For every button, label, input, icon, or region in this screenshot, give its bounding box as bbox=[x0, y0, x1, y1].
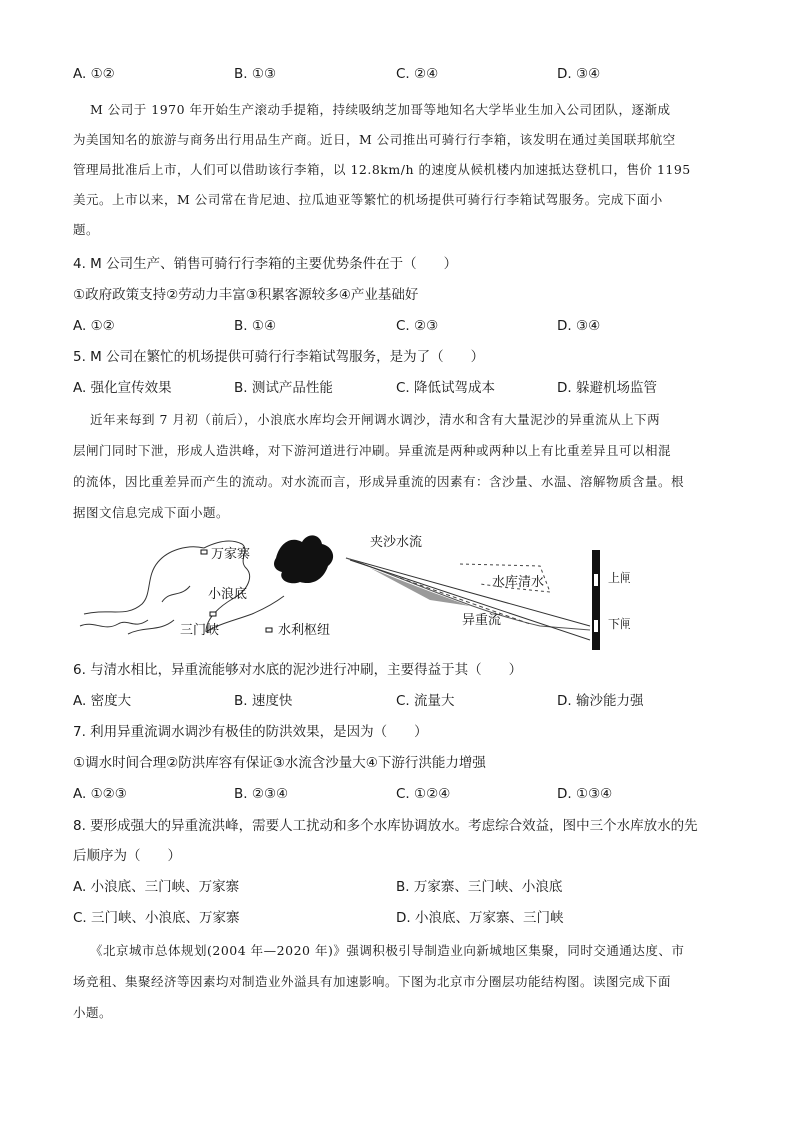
figure bbox=[70, 528, 630, 654]
q7-items: ①调水时间合理②防洪库容有保证③水流含沙量大④下游行洪能力增强 bbox=[73, 755, 486, 771]
q6-option-a[interactable]: A. 密度大 bbox=[73, 693, 132, 709]
q3-option-d[interactable]: D. ③④ bbox=[557, 66, 601, 82]
section-diagram bbox=[346, 550, 600, 650]
river-line bbox=[128, 620, 174, 634]
q7-option-b[interactable]: B. ②③④ bbox=[234, 786, 289, 802]
passage1-line: 为美国知名的旅游与商务出行用品生产商。近日，M 公司推出可骑行行李箱，该发明在通过美国联邦航空 bbox=[73, 132, 676, 147]
q4-option-b[interactable]: B. ①④ bbox=[234, 318, 277, 334]
q8-options-row2 bbox=[73, 908, 733, 928]
river-map bbox=[80, 541, 284, 634]
q6-options bbox=[73, 691, 733, 711]
upper-gate-opening bbox=[594, 574, 598, 586]
river-line bbox=[162, 586, 190, 602]
lower-gate-opening bbox=[594, 620, 598, 632]
passage1-line: 管理局批准后上市，人们可以借助该行李箱，以 12.8km/h 的速度从候机楼内加速抵达登机口，售价 1195 bbox=[73, 162, 691, 177]
q5-options bbox=[73, 378, 733, 398]
q8-options-row1 bbox=[73, 877, 733, 897]
q8-stem-line2: 后顺序为（ ） bbox=[73, 848, 181, 864]
passage2-line: 层闸门同时下泄，形成人造洪峰，对下游河道进行冲刷。异重流是两种或两种以上有比重差异且可以相混 bbox=[73, 443, 672, 458]
hub-legend-symbol bbox=[266, 628, 272, 632]
q8-option-a[interactable]: A. 小浪底、三门峡、万家寨 bbox=[73, 879, 240, 895]
q3-options bbox=[73, 64, 733, 84]
hub-symbol-wanjiazhai bbox=[201, 550, 207, 554]
label-upper-gate-text: 上闸 bbox=[608, 571, 630, 585]
river-line bbox=[84, 547, 204, 614]
q5-option-a[interactable]: A. 强化宣传效果 bbox=[73, 380, 172, 396]
q5-stem: 5. M 公司在繁忙的机场提供可骑行行李箱试驾服务，是为了（ ） bbox=[73, 349, 485, 365]
passage2-line: 近年来每到 7 月初（前后），小浪底水库均会开闸调水调沙，清水和含有大量泥沙的异重流从上下两 bbox=[90, 412, 661, 427]
passage1-line: M 公司于 1970 年开始生产滚动手提箱，持续吸纳芝加哥等地知名大学毕业生加入公司团队，逐渐成 bbox=[90, 102, 671, 117]
label-density-current: 异重流 bbox=[462, 613, 502, 628]
q6-option-b[interactable]: B. 速度快 bbox=[234, 693, 293, 709]
figure-svg bbox=[70, 528, 630, 650]
q4-stem: 4. M 公司生产、销售可骑行行李箱的主要优势条件在于（ ） bbox=[73, 256, 458, 272]
label-hub-legend: 水利枢纽 bbox=[278, 623, 331, 638]
q5-option-d[interactable]: D. 躲避机场监管 bbox=[557, 380, 657, 396]
q7-option-a[interactable]: A. ①②③ bbox=[73, 786, 127, 802]
q3-option-b[interactable]: B. ①③ bbox=[234, 66, 277, 82]
q7-options bbox=[73, 784, 733, 804]
label-wanjiazhai: 万家寨 bbox=[211, 547, 251, 562]
q4-option-a[interactable]: A. ①② bbox=[73, 318, 115, 334]
q7-stem: 7. 利用异重流调水调沙有极佳的防洪效果，是因为（ ） bbox=[73, 724, 428, 740]
q6-option-d[interactable]: D. 输沙能力强 bbox=[557, 693, 644, 709]
label-sediment-flow: 夹沙水流 bbox=[370, 535, 423, 550]
q7-option-c[interactable]: C. ①②④ bbox=[396, 786, 451, 802]
dam-wall bbox=[592, 550, 600, 650]
label-upper-gate bbox=[608, 570, 630, 585]
passage2-line: 据图文信息完成下面小题。 bbox=[73, 505, 230, 520]
q4-items: ①政府政策支持②劳动力丰富③积累客源较多④产业基础好 bbox=[73, 287, 419, 303]
passage3-line: 场竞租、集聚经济等因素均对制造业外溢具有加速影响。下图为北京市分圈层功能结构图。读图完成下面 bbox=[73, 974, 672, 989]
q5-option-c[interactable]: C. 降低试驾成本 bbox=[396, 380, 496, 396]
label-lower-gate bbox=[608, 616, 630, 631]
q6-option-c[interactable]: C. 流量大 bbox=[396, 693, 455, 709]
q8-option-b[interactable]: B. 万家寨、三门峡、小浪底 bbox=[396, 879, 563, 895]
sediment-wedge bbox=[370, 568, 470, 606]
q7-option-d[interactable]: D. ①③④ bbox=[557, 786, 613, 802]
passage3-line: 小题。 bbox=[73, 1005, 113, 1020]
label-lower-gate-text: 下闸 bbox=[608, 617, 630, 631]
passage1-line: 美元。上市以来，M 公司常在肯尼迪、拉瓜迪亚等繁忙的机场提供可骑行行李箱试驾服务。完成下面小 bbox=[73, 192, 663, 207]
river-line bbox=[80, 620, 148, 627]
q4-option-d[interactable]: D. ③④ bbox=[557, 318, 601, 334]
q8-option-d[interactable]: D. 小浪底、万家寨、三门峡 bbox=[396, 910, 564, 926]
label-clear-water: 水库清水 bbox=[492, 575, 545, 590]
q8-stem-line1: 8. 要形成强大的异重流洪峰，需要人工扰动和多个水库协调放水。考虑综合效益，图中三个水库放水的先 bbox=[73, 818, 698, 834]
label-xiaolangdi: 小浪底 bbox=[208, 587, 248, 602]
passage1-line: 题。 bbox=[73, 222, 100, 237]
q8-option-c[interactable]: C. 三门峡、小浪底、万家寨 bbox=[73, 910, 240, 926]
label-sanmenxia: 三门峡 bbox=[180, 623, 220, 638]
q4-option-c[interactable]: C. ②③ bbox=[396, 318, 439, 334]
q3-option-a[interactable]: A. ①② bbox=[73, 66, 115, 82]
q5-option-b[interactable]: B. 测试产品性能 bbox=[234, 380, 333, 396]
q6-stem: 6. 与清水相比，异重流能够对水底的泥沙进行冲刷，主要得益于其（ ） bbox=[73, 662, 523, 678]
reservoir-shape bbox=[274, 535, 333, 583]
passage3-line: 《北京城市总体规划(2004 年—2020 年)》强调积极引导制造业向新城地区集聚，同时交通通达度、市 bbox=[90, 943, 685, 958]
bottom-line bbox=[350, 560, 590, 640]
passage2-line: 的流体，因比重差异而产生的流动。对水流而言，形成异重流的因素有：含沙量、水温、溶解物质含量。根 bbox=[73, 474, 685, 489]
hub-symbol-sanmenxia bbox=[210, 612, 216, 616]
q4-options bbox=[73, 316, 733, 336]
q3-option-c[interactable]: C. ②④ bbox=[396, 66, 439, 82]
